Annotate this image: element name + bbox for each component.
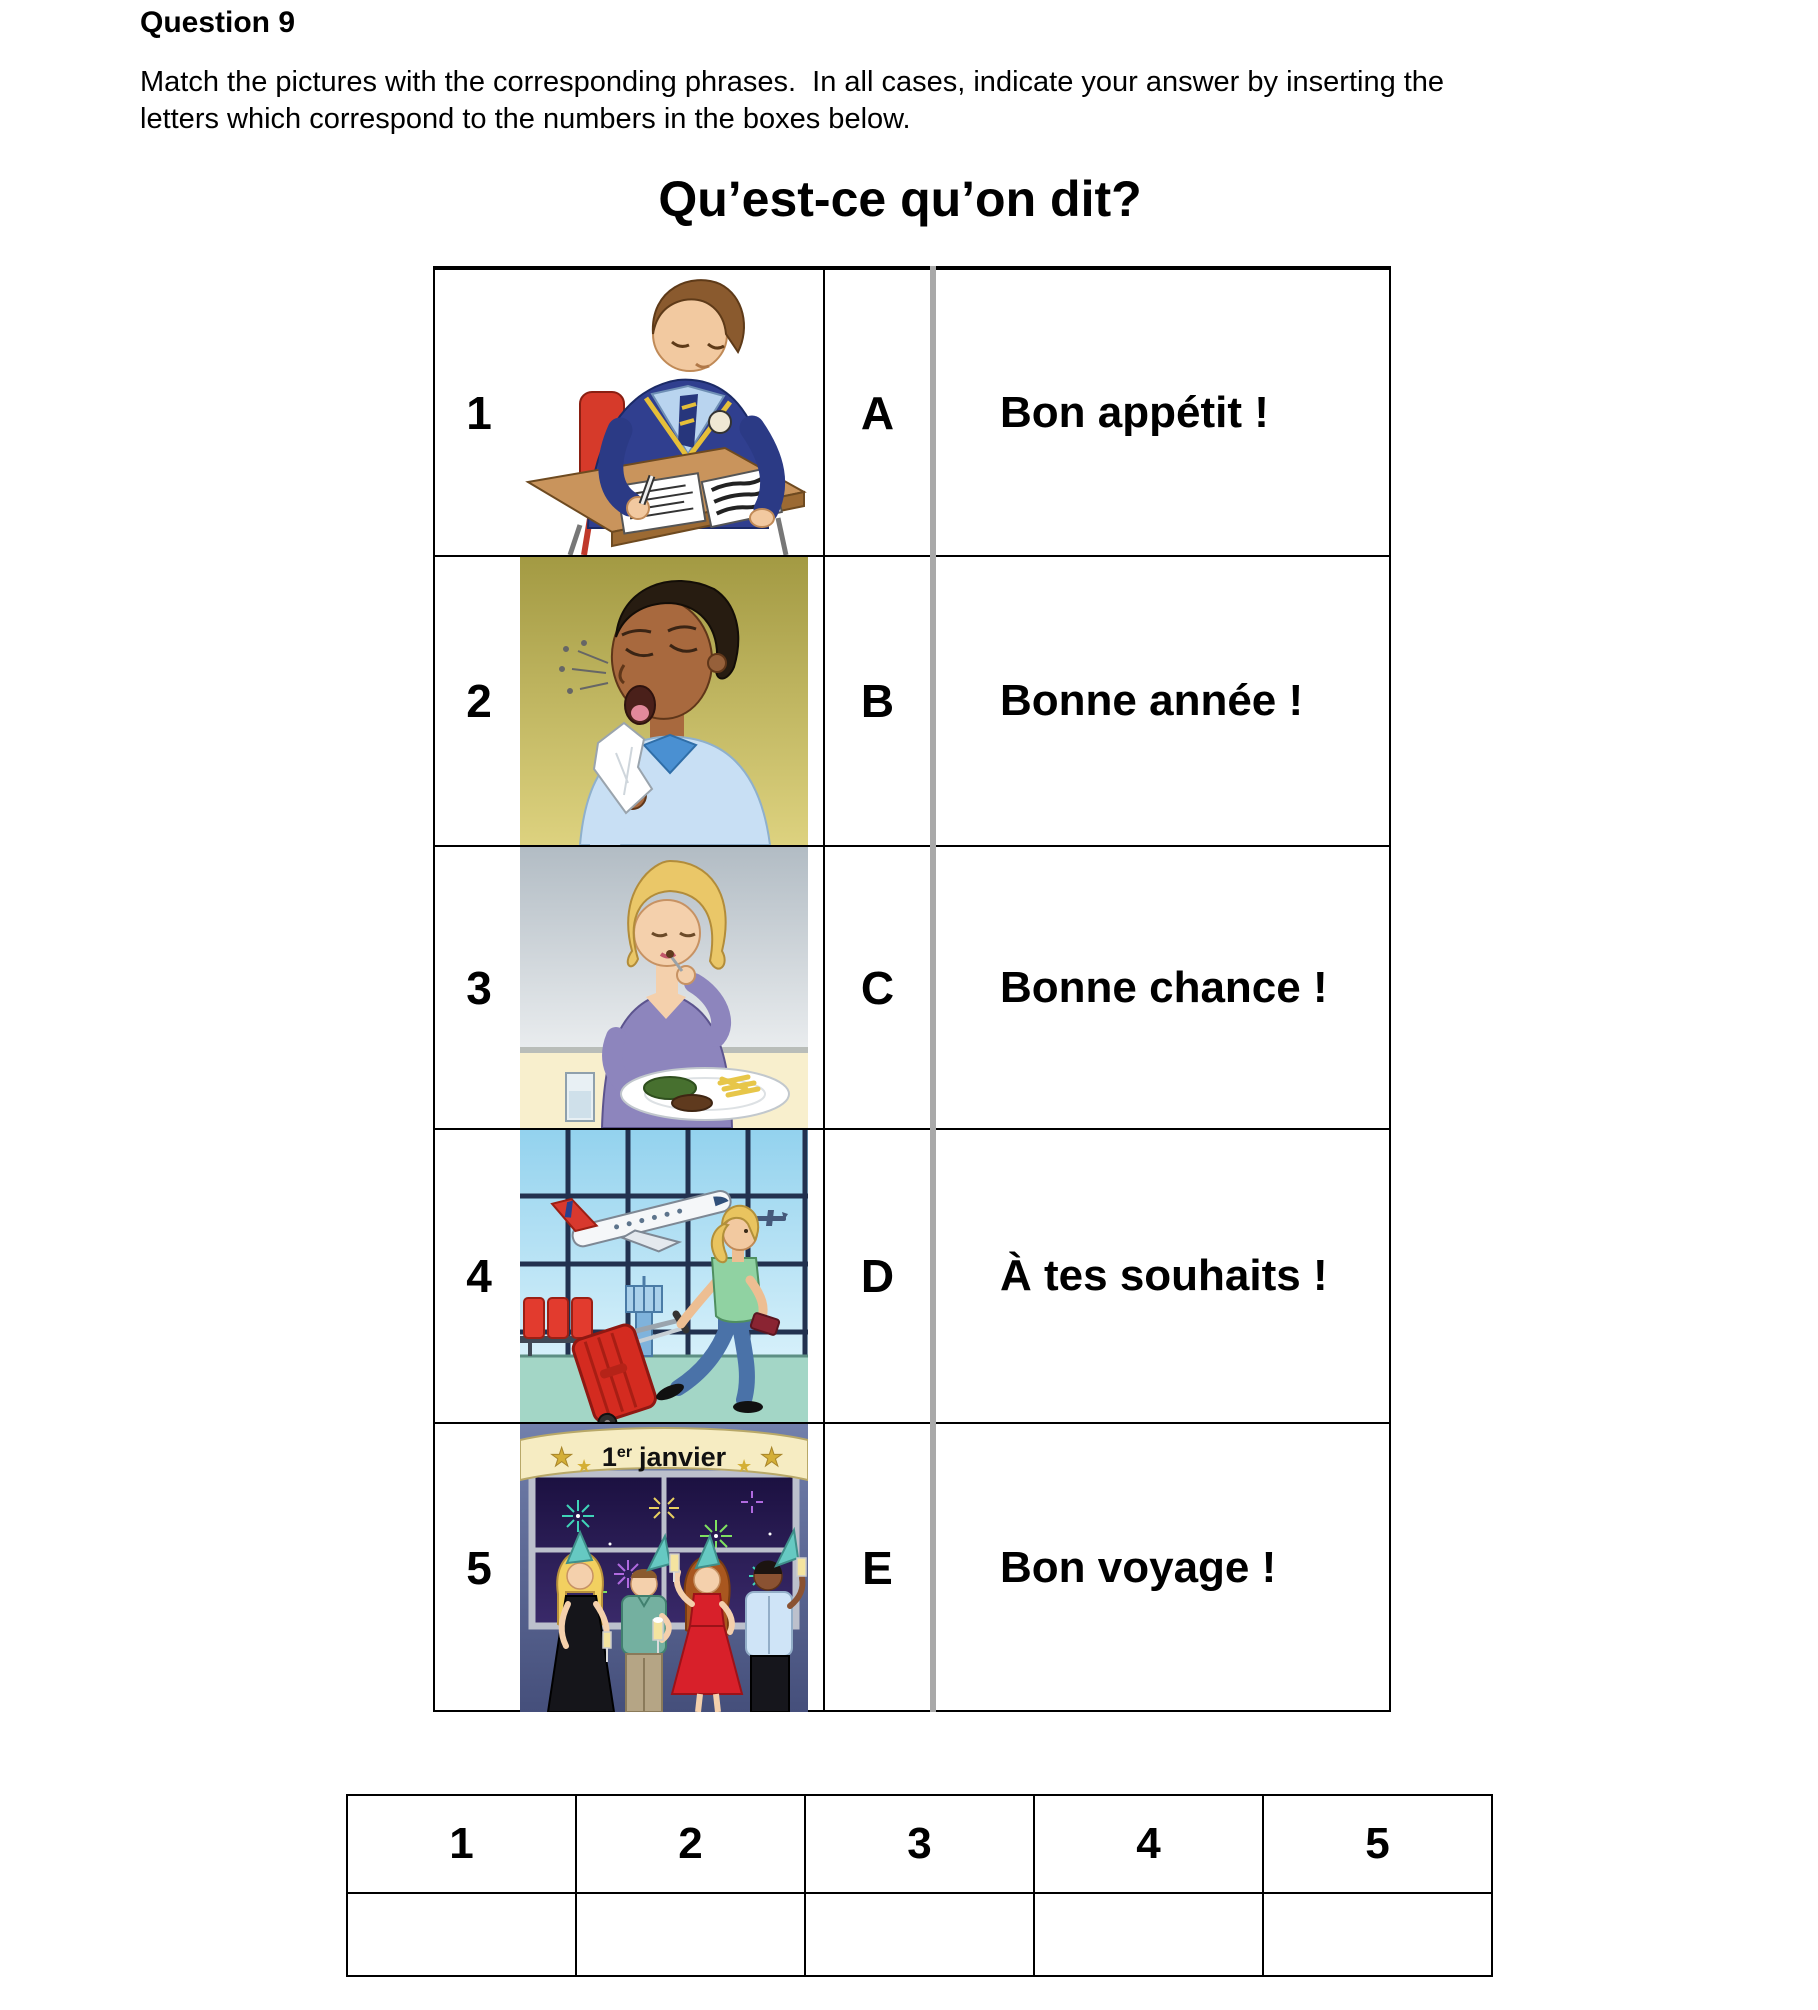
letter-label: B (860, 675, 895, 727)
answer-header-2: 2 (575, 1796, 804, 1892)
letter-phrase-divider (930, 266, 936, 1712)
match-row-1 (435, 268, 1389, 555)
star-icon: ★ (576, 1456, 593, 1476)
answer-cell-5[interactable] (1262, 1894, 1491, 1975)
banner-number: 1 (601, 1442, 617, 1472)
row-number-2: 2 (466, 675, 492, 727)
picture-cell-1 (435, 270, 823, 555)
star-icon: ★ (736, 1456, 753, 1476)
answer-header-5: 5 (1262, 1796, 1491, 1892)
instructions (140, 64, 1680, 138)
phrase-cell-D (930, 1130, 1389, 1422)
letter-label: A (860, 386, 895, 439)
banner-rest: janvier (639, 1442, 727, 1472)
picture-cell-5 (435, 1424, 823, 1712)
match-row-5 (435, 1422, 1389, 1712)
row-number-5: 5 (466, 1542, 492, 1594)
phrase-label: À tes souhaits ! (1000, 1251, 1328, 1300)
answer-grid-header-row (348, 1796, 1491, 1894)
picture-boy-writing-exam (520, 270, 808, 555)
row-number-1: 1 (466, 386, 492, 439)
letter-cell-D (823, 1130, 930, 1422)
letter-label: D (860, 1250, 895, 1302)
picture-cell-3 (435, 847, 823, 1128)
letter-cell-C (823, 847, 930, 1128)
phrase-label: Bonne année ! (1000, 676, 1304, 725)
letter-cell-B (823, 557, 930, 845)
picture-cell-2 (435, 557, 823, 845)
picture-woman-eating (520, 847, 808, 1128)
picture-airport-departure (520, 1130, 808, 1422)
letter-label: C (860, 961, 895, 1014)
phrase-cell-E (930, 1424, 1389, 1712)
activity-title: Qu’est-ce qu’on dit? (658, 171, 1142, 227)
star-icon: ★ (760, 1442, 784, 1472)
answer-grid-input-row (348, 1894, 1491, 1975)
letter-cell-A (823, 270, 930, 555)
match-row-3 (435, 845, 1389, 1128)
picture-new-year-party (520, 1424, 808, 1712)
plate-and-food (621, 1068, 789, 1120)
instructions-line-1: Match the pictures with the corresponding phrases. In all cases, indicate your answer by inserting the (140, 66, 1445, 98)
answer-header-3: 3 (804, 1796, 1033, 1892)
answer-header-1: 1 (449, 1819, 474, 1868)
row-number-3: 3 (466, 961, 492, 1014)
phrase-cell-B (930, 557, 1389, 845)
phrase-label: Bon appétit ! (1000, 387, 1269, 437)
star-icon: ★ (550, 1442, 574, 1472)
match-row-4 (435, 1128, 1389, 1422)
instructions-line-2: letters which correspond to the numbers in the boxes below. (140, 103, 911, 135)
answer-cell-1[interactable] (348, 1894, 575, 1975)
banner-superscript: er (616, 1444, 633, 1461)
answer-header-4: 4 (1033, 1796, 1262, 1892)
letter-cell-E (823, 1424, 930, 1712)
phrase-cell-A (930, 270, 1389, 555)
phrase-cell-C (930, 847, 1389, 1128)
phrase-label: Bon voyage ! (1000, 1543, 1277, 1592)
letter-label: E (862, 1542, 893, 1594)
answer-cell-2[interactable] (575, 1894, 804, 1975)
answer-cell-4[interactable] (1033, 1894, 1262, 1975)
picture-man-sneezing (520, 557, 808, 845)
row-number-4: 4 (466, 1250, 492, 1302)
picture-cell-4 (435, 1130, 823, 1422)
water-glass (566, 1073, 594, 1121)
match-row-2 (435, 555, 1389, 845)
question-number-heading: Question 9 (140, 6, 296, 39)
answer-cell-3[interactable] (804, 1894, 1033, 1975)
answer-grid (346, 1794, 1493, 1977)
matching-table (433, 266, 1391, 1712)
phrase-label: Bonne chance ! (1000, 962, 1328, 1012)
